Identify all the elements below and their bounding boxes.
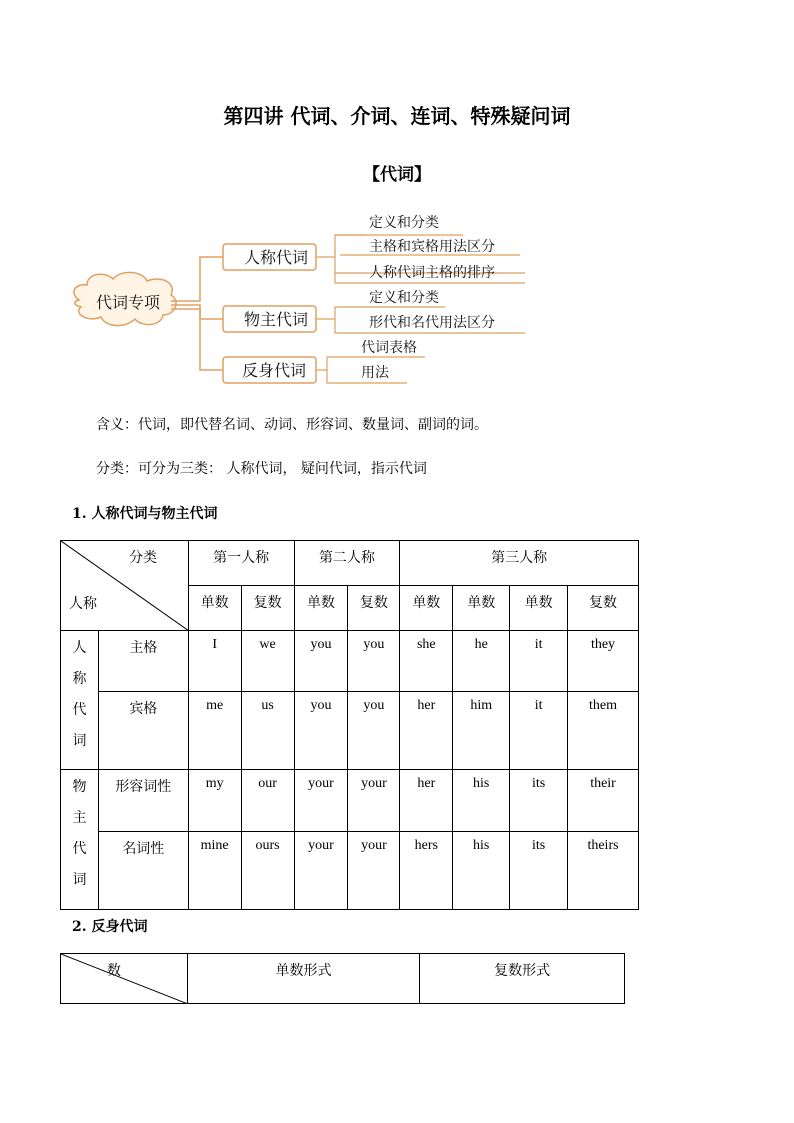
pronoun-table bbox=[60, 540, 639, 910]
table-cell: mine bbox=[188, 832, 241, 910]
table-cell: she bbox=[400, 631, 453, 692]
header-second-person: 第二人称 bbox=[294, 541, 400, 586]
header-number: 单数 bbox=[453, 586, 510, 631]
reflexive-pronoun-table bbox=[60, 953, 625, 1004]
header-number: 复数 bbox=[348, 586, 400, 631]
table-cell: you bbox=[348, 692, 400, 770]
mindmap-leaf: 定义和分类 bbox=[369, 215, 439, 231]
mindmap-branch-label: 物主代词 bbox=[243, 310, 309, 329]
header-number: 单数 bbox=[294, 586, 348, 631]
table-cell: her bbox=[400, 770, 453, 832]
table-cell: theirs bbox=[568, 832, 639, 910]
table-cell: him bbox=[453, 692, 510, 770]
table-cell: us bbox=[241, 692, 294, 770]
table-cell: it bbox=[510, 631, 568, 692]
mindmap-leaf: 主格和宾格用法区分 bbox=[369, 239, 495, 255]
mindmap-root-label: 代词专项 bbox=[95, 293, 161, 312]
row-label: 名词性 bbox=[98, 832, 188, 910]
page-title: 第四讲 代词、介词、连词、特殊疑问词 bbox=[223, 104, 571, 128]
header-number: 单数 bbox=[188, 586, 241, 631]
pronoun-mind-map bbox=[65, 205, 535, 400]
table-cell: my bbox=[188, 770, 241, 832]
group-label-possessive: 物 主 代 词 bbox=[61, 770, 99, 910]
table-cell: your bbox=[348, 770, 400, 832]
table-cell: they bbox=[568, 631, 639, 692]
table-cell: ours bbox=[241, 832, 294, 910]
group-label-personal: 人 称 代 词 bbox=[61, 631, 99, 770]
meaning-paragraph: 含义：代词，即代替名词、动词、形容词、数量词、副词的词。 bbox=[96, 417, 488, 433]
table-cell: our bbox=[241, 770, 294, 832]
section-heading-pronoun: 【代词】 bbox=[363, 165, 431, 185]
section1-heading: 1. 人称代词与物主代词 bbox=[72, 506, 218, 522]
row-label: 宾格 bbox=[98, 692, 188, 770]
table-cell: its bbox=[510, 832, 568, 910]
mindmap-branch-label: 人称代词 bbox=[243, 248, 309, 267]
header-plural-form: 复数形式 bbox=[420, 954, 625, 1004]
table-cell: them bbox=[568, 692, 639, 770]
header-third-person: 第三人称 bbox=[400, 541, 639, 586]
header-singular-form: 单数形式 bbox=[187, 954, 420, 1004]
table-cell: his bbox=[453, 832, 510, 910]
table-cell: its bbox=[510, 770, 568, 832]
header-first-person: 第一人称 bbox=[188, 541, 294, 586]
table2-corner-label: 数 bbox=[107, 964, 121, 979]
row-label: 形容词性 bbox=[98, 770, 188, 832]
mindmap-leaf: 形代和名代用法区分 bbox=[369, 315, 495, 331]
table-cell: you bbox=[294, 692, 348, 770]
table-cell: your bbox=[294, 770, 348, 832]
corner-bottom-label: 人称 bbox=[69, 597, 97, 612]
classification-paragraph: 分类：可分为三类： 人称代词， 疑问代词，指示代词 bbox=[96, 461, 427, 477]
mindmap-leaf: 人称代词主格的排序 bbox=[369, 265, 495, 281]
mindmap-branch-label: 反身代词 bbox=[241, 361, 307, 380]
section2-heading: 2. 反身代词 bbox=[72, 919, 148, 935]
table-cell: I bbox=[188, 631, 241, 692]
mindmap-leaf: 代词表格 bbox=[361, 340, 417, 356]
table-cell: hers bbox=[400, 832, 453, 910]
table-cell: you bbox=[294, 631, 348, 692]
table-cell: it bbox=[510, 692, 568, 770]
header-number: 单数 bbox=[510, 586, 568, 631]
table-cell: we bbox=[241, 631, 294, 692]
table-cell: his bbox=[453, 770, 510, 832]
row-label: 主格 bbox=[98, 631, 188, 692]
header-number: 复数 bbox=[241, 586, 294, 631]
table-cell: you bbox=[348, 631, 400, 692]
corner-top-label: 分类 bbox=[129, 551, 157, 566]
mindmap-leaf: 定义和分类 bbox=[369, 290, 439, 306]
header-number: 单数 bbox=[400, 586, 453, 631]
table-cell: your bbox=[294, 832, 348, 910]
table-cell: their bbox=[568, 770, 639, 832]
table-cell: your bbox=[348, 832, 400, 910]
table-cell: her bbox=[400, 692, 453, 770]
header-number: 复数 bbox=[568, 586, 639, 631]
table-corner-cell bbox=[61, 541, 189, 631]
table2-corner-cell bbox=[61, 954, 188, 1004]
table-cell: he bbox=[453, 631, 510, 692]
table-cell: me bbox=[188, 692, 241, 770]
mindmap-leaf: 用法 bbox=[361, 365, 389, 381]
